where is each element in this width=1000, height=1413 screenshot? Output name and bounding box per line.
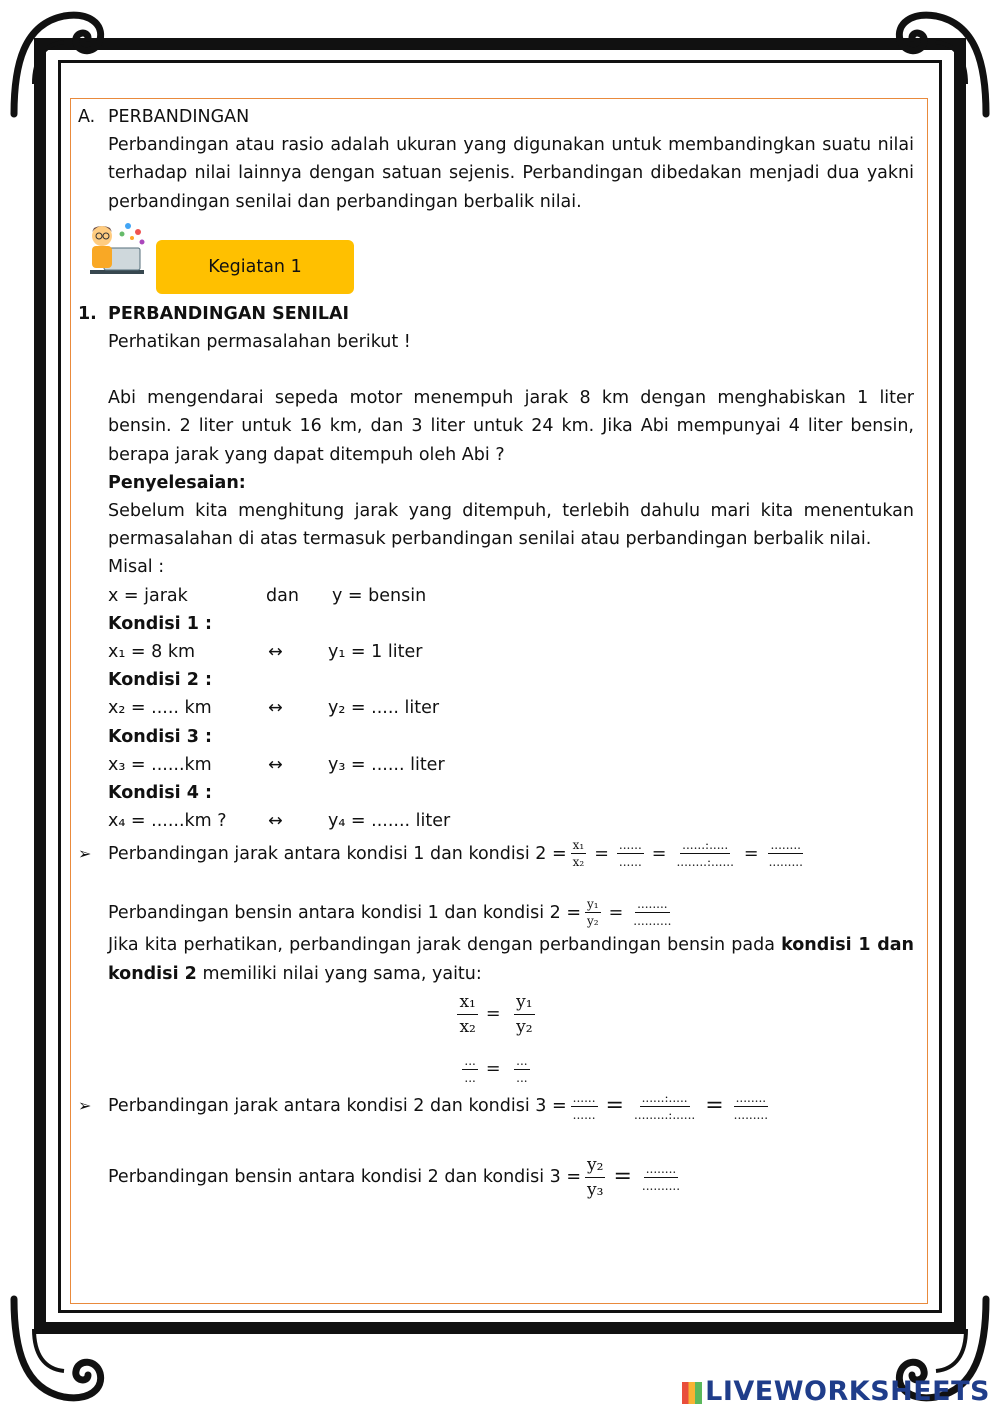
answer-fraction[interactable]: $\frac{........}{.........}$ xyxy=(768,838,803,870)
activity-label: Kegiatan 1 xyxy=(156,240,354,294)
answer-fraction[interactable]: $\frac{......:.....}{.........:......}$ xyxy=(633,1090,696,1122)
liveworksheets-logo: LIVEWORKSHEETS xyxy=(682,1376,990,1407)
section-1-title: PERBANDINGAN SENILAI xyxy=(108,303,350,324)
arrow-icon: ↔ xyxy=(268,811,283,832)
condition-x: x₃ = ......km xyxy=(108,754,212,775)
section-a-paragraph: Perbandingan atau rasio adalah ukuran yang digunakan untuk membandingkan suatu nilai terhadap nilai lainnya dengan satuan sejenis. Perbandingan dibedakan menjadi dua yakni perbandingan senilai dan perbandingan berbalik nilai. xyxy=(108,135,914,212)
equation-2[interactable]: $\frac{...}{...}$ = $\frac{...}{...}$ xyxy=(464,1053,528,1085)
condition-y: y₃ = ...... liter xyxy=(328,754,445,775)
answer-fraction[interactable]: $\frac{........}{.........}$ xyxy=(733,1090,769,1122)
def-x: x = jarak xyxy=(108,585,188,606)
fraction: $\frac{\text{x₁}}{\text{x₂}}$ xyxy=(572,838,585,870)
condition-label: Kondisi 2 : xyxy=(108,670,213,691)
ratio-distance-1-2-text: Perbandingan jarak antara kondisi 1 dan kondisi 2 = xyxy=(108,843,567,864)
section-1-heading xyxy=(78,300,914,328)
fraction: $\frac{\text{y₁}}{\text{y₂}}$ xyxy=(587,897,599,929)
section-1-number: 1. xyxy=(78,303,97,324)
misal-label: Misal : xyxy=(108,557,165,578)
corner-ornament-bottom-left xyxy=(4,1289,124,1409)
answer-fraction[interactable]: $\frac{......:.....}{........:......}$ xyxy=(676,838,734,870)
condition-x: x₄ = ......km ? xyxy=(108,811,227,832)
arrow-icon: ↔ xyxy=(268,754,283,775)
answer-fraction[interactable]: $\frac{........}{..........}$ xyxy=(641,1161,681,1193)
liveworksheets-icon xyxy=(682,1382,702,1404)
ratio-distance-1-2: ➢ Perbandingan jarak antara kondisi 1 dan kondisi 2 = $\frac{\text{x₁}}{\text{x₂}}$ = $\frac{......}{......}$ = $\frac{......:.....}{........:......}$ = $\frac{........}{.........}$ xyxy=(78,838,803,870)
solution-text: Sebelum kita menghitung jarak yang ditempuh, terlebih dahulu mari kita menentukan permasalahan di atas termasuk perbandingan senilai atau perbandingan berbalik nilai. xyxy=(108,501,914,550)
variable-definitions xyxy=(78,582,914,610)
condition-y: y₂ = ..... liter xyxy=(328,698,440,719)
problem-statement: Abi mengendarai sepeda motor menempuh jarak 8 km dengan menghabiskan 1 liter bensin. 2 liter untuk 16 km, dan 3 liter untuk 24 km. Jika Abi mempunyai 4 liter bensin, berapa jarak yang dapat ditempuh oleh Abi ? xyxy=(108,388,914,465)
answer-fraction[interactable]: $\frac{......}{......}$ xyxy=(618,838,642,870)
fraction: $\frac{\text{y₂}}{\text{y₃}}$ xyxy=(587,1154,604,1200)
condition-x: x₁ = 8 km xyxy=(108,642,196,663)
section-1-intro: Perhatikan permasalahan berikut ! xyxy=(108,332,411,353)
solution-label: Penyelesaian: xyxy=(108,472,246,493)
equation-1: $\frac{\text{x₁}}{\text{x₂}}$ = $\frac{\text{y₁}}{\text{y₂}}$ xyxy=(459,991,533,1037)
ratio-fuel-2-3-text: Perbandingan bensin antara kondisi 2 dan kondisi 3 = xyxy=(108,1167,582,1188)
answer-fraction[interactable]: $\frac{......}{......}$ xyxy=(572,1090,596,1122)
bullet-arrow-icon: ➢ xyxy=(78,843,92,863)
condition-y: y₁ = 1 liter xyxy=(328,642,423,663)
section-a-heading xyxy=(78,103,914,131)
condition-y: y₄ = ....... liter xyxy=(328,811,451,832)
worksheet-content xyxy=(78,103,914,1202)
activity-banner xyxy=(78,220,914,300)
section-a-letter: A. xyxy=(78,107,96,127)
ratio-distance-2-3: ➢ Perbandingan jarak antara kondisi 2 dan kondisi 3 = $\frac{......}{......}$ = $\frac{......:.....}{.........:......}$ = $\frac{........}{.........}$ xyxy=(78,1090,769,1122)
ratio-fuel-1-2-text: Perbandingan bensin antara kondisi 1 dan kondisi 2 = xyxy=(108,902,582,923)
def-y: y = bensin xyxy=(332,585,427,606)
ratio-fuel-1-2: Perbandingan bensin antara kondisi 1 dan kondisi 2 = $\frac{\text{y₁}}{\text{y₂}}$ = $\frac{........}{..........}$ xyxy=(108,897,672,929)
condition-x: x₂ = ..... km xyxy=(108,698,212,719)
answer-fraction[interactable]: $\frac{........}{..........}$ xyxy=(633,897,672,929)
condition-label: Kondisi 1 : xyxy=(108,613,213,634)
arrow-icon: ↔ xyxy=(268,698,283,719)
conditions-list xyxy=(78,610,914,836)
observation-text: Jika kita perhatikan, perbandingan jarak dengan perbandingan bensin pada kondisi 1 dan kondisi 2 memiliki nilai yang sama, yaitu: xyxy=(108,935,914,984)
condition-label: Kondisi 3 : xyxy=(108,726,213,747)
ratio-fuel-2-3: Perbandingan bensin antara kondisi 2 dan kondisi 3 = $\frac{\text{y₂}}{\text{y₃}}$ = $\frac{........}{..........}$ xyxy=(108,1154,681,1200)
ratio-distance-2-3-text: Perbandingan jarak antara kondisi 2 dan kondisi 3 = xyxy=(108,1096,567,1117)
student-computer-icon xyxy=(82,218,148,284)
def-and: dan xyxy=(266,585,299,606)
condition-label: Kondisi 4 : xyxy=(108,783,213,804)
section-a-title: PERBANDINGAN xyxy=(108,107,250,127)
bullet-arrow-icon: ➢ xyxy=(78,1096,92,1116)
arrow-icon: ↔ xyxy=(268,642,283,663)
